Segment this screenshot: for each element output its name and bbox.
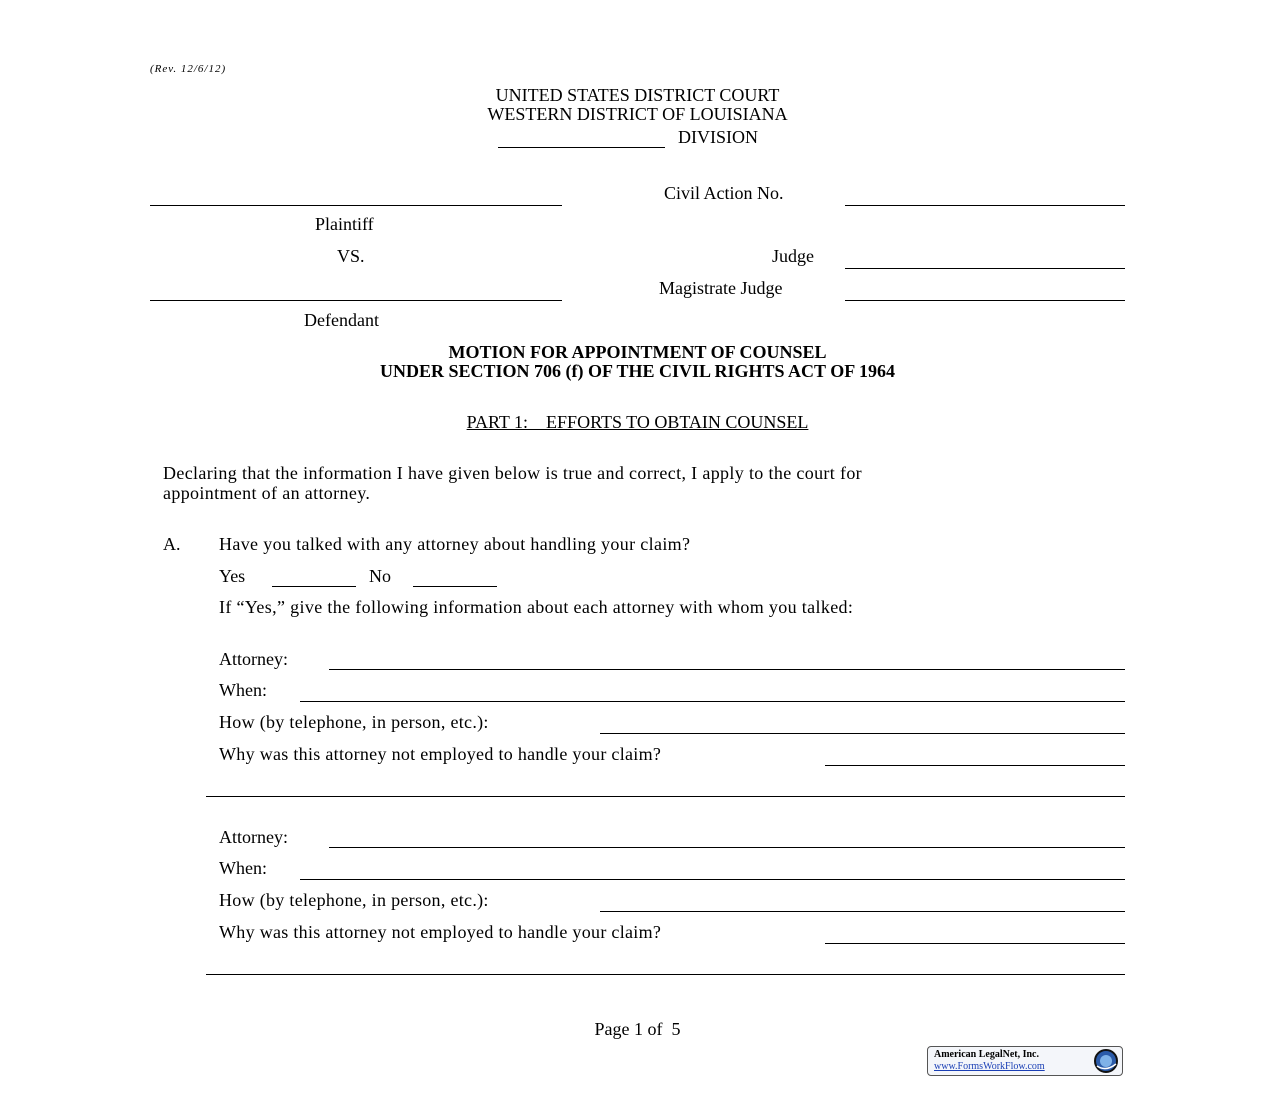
defendant-label: Defendant	[304, 310, 379, 330]
defendant-field[interactable]	[150, 300, 562, 301]
civil-action-field[interactable]	[845, 205, 1125, 206]
judge-label: Judge	[772, 246, 814, 266]
division-label: DIVISION	[678, 127, 758, 147]
yes-field[interactable]	[272, 586, 356, 587]
magistrate-judge-label: Magistrate Judge	[659, 278, 783, 298]
motion-title-line1: MOTION FOR APPOINTMENT OF COUNSEL	[448, 342, 827, 362]
attorney-2-field[interactable]	[329, 847, 1125, 848]
when-2-field[interactable]	[300, 879, 1125, 880]
how-1-label: How (by telephone, in person, etc.):	[219, 712, 489, 732]
judge-field[interactable]	[845, 268, 1125, 269]
why-2-label: Why was this attorney not employed to handle your claim?	[219, 922, 662, 942]
logo-url-link[interactable]: www.FormsWorkFlow.com	[934, 1061, 1045, 1072]
why-1-field[interactable]	[825, 765, 1125, 766]
revision-note: (Rev. 12/6/12)	[150, 63, 227, 75]
page-number: Page 1 of 5	[594, 1019, 681, 1039]
when-1-label: When:	[219, 680, 267, 700]
part1-heading: PART 1: EFFORTS TO OBTAIN COUNSEL	[466, 412, 809, 432]
attorney-1-field[interactable]	[329, 669, 1125, 670]
why-1-continuation-field[interactable]	[206, 796, 1125, 797]
when-1-field[interactable]	[300, 701, 1125, 702]
why-2-continuation-field[interactable]	[206, 974, 1125, 975]
when-2-label: When:	[219, 858, 267, 878]
why-1-label: Why was this attorney not employed to handle your claim?	[219, 744, 662, 764]
yes-label: Yes	[219, 566, 246, 586]
no-field[interactable]	[413, 586, 497, 587]
civil-action-label: Civil Action No.	[664, 183, 784, 203]
magistrate-judge-field[interactable]	[845, 300, 1125, 301]
if-yes-instruction: If “Yes,” give the following information about each attorney with whom you talked:	[219, 597, 854, 617]
vs-label: VS.	[337, 246, 365, 266]
district-name: WESTERN DISTRICT OF LOUISIANA	[487, 104, 788, 124]
how-1-field[interactable]	[600, 733, 1125, 734]
plaintiff-label: Plaintiff	[315, 214, 374, 234]
intro-line2: appointment of an attorney.	[163, 483, 371, 503]
attorney-2-label: Attorney:	[219, 827, 288, 847]
court-name: UNITED STATES DISTRICT COURT	[495, 85, 780, 105]
intro-line1: Declaring that the information I have given below is true and correct, I apply to the court for	[163, 463, 863, 483]
how-2-label: How (by telephone, in person, etc.):	[219, 890, 489, 910]
question-a-text: Have you talked with any attorney about handling your claim?	[219, 534, 691, 554]
why-2-field[interactable]	[825, 943, 1125, 944]
question-a-marker: A.	[163, 534, 181, 554]
logo-company-name: American LegalNet, Inc.	[934, 1049, 1039, 1060]
motion-title-line2: UNDER SECTION 706 (f) OF THE CIVIL RIGHTS ACT OF 1964	[379, 361, 896, 381]
plaintiff-field[interactable]	[150, 205, 562, 206]
division-field[interactable]	[498, 147, 665, 148]
globe-icon	[1093, 1048, 1119, 1074]
attorney-1-label: Attorney:	[219, 649, 288, 669]
how-2-field[interactable]	[600, 911, 1125, 912]
no-label: No	[369, 566, 391, 586]
american-legalnet-logo[interactable]	[927, 1046, 1123, 1076]
